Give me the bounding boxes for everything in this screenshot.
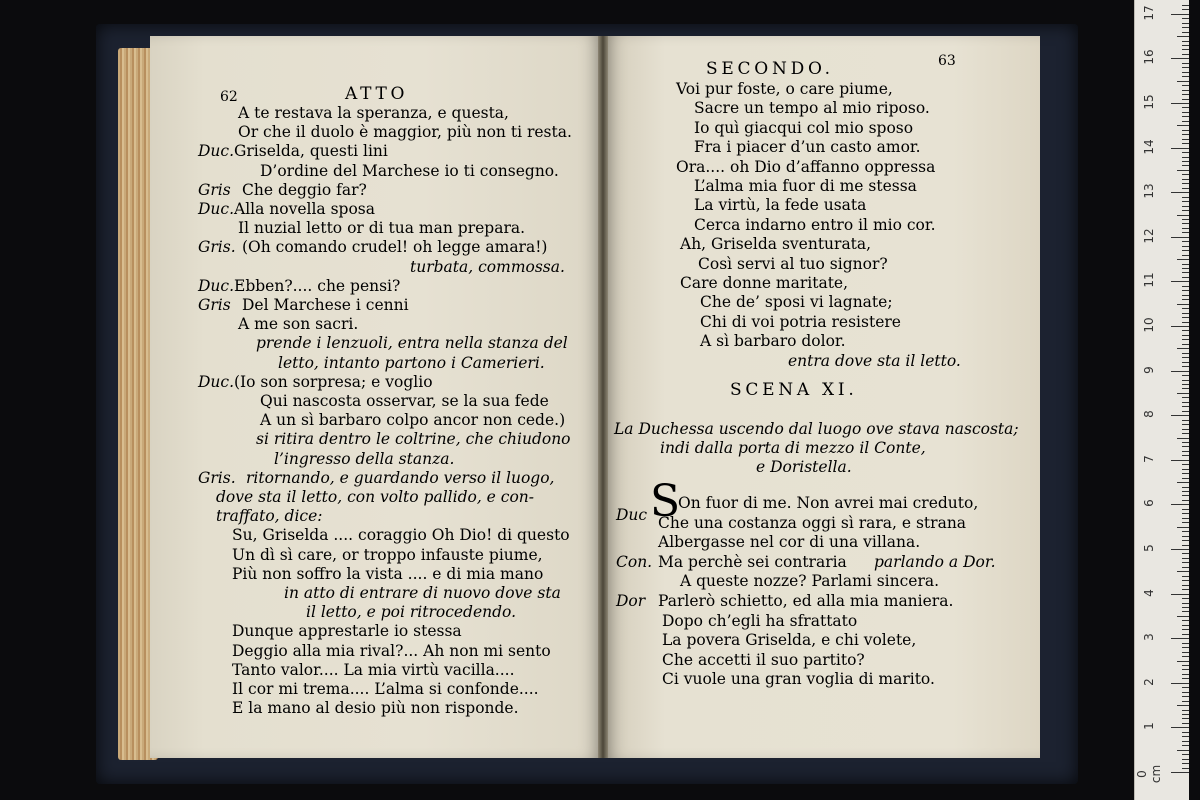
ruler-tick: [1182, 446, 1189, 447]
ruler-tick: [1182, 701, 1189, 702]
ruler-tick: [1182, 478, 1189, 479]
text-line: Del Marchese i cenni: [242, 296, 409, 314]
ruler-tick: [1182, 678, 1189, 679]
ruler-tick: [1171, 727, 1189, 728]
ruler-tick: [1171, 58, 1189, 59]
speaker-label: Con.: [616, 552, 653, 571]
text-line: (Oh comando crudel! oh legge amara!): [242, 238, 548, 257]
ruler-number: 15: [1142, 94, 1156, 110]
stage-direction-line: in atto di entrare di nuovo dove sta: [284, 584, 561, 602]
ruler-tick: [1182, 643, 1189, 644]
dialogue-line: Ma perchè sei contraria: [658, 552, 847, 571]
ruler-tick: [1182, 45, 1189, 46]
speaker-label: Duc: [616, 506, 648, 524]
stage-direction-line-1: La Duchessa uscendo dal luogo ove stava nascosta;: [614, 420, 1019, 438]
ruler-tick: [1171, 14, 1189, 15]
text-line: Griselda, questi lini: [234, 142, 388, 161]
ruler-tick: [1182, 424, 1189, 425]
ruler-tick: [1177, 81, 1189, 82]
ruler-tick: [1182, 54, 1189, 55]
book-gutter: [598, 36, 608, 758]
ruler-tick: [1182, 380, 1189, 381]
ruler-tick: [1182, 732, 1189, 733]
ruler-tick: [1182, 27, 1189, 28]
ruler-tick: [1177, 304, 1189, 305]
ruler-tick: [1182, 121, 1189, 122]
ruler-tick: [1182, 67, 1189, 68]
ruler-tick: [1182, 625, 1189, 626]
ruler-tick: [1182, 464, 1189, 465]
dialogue-line: Albergasse nel cor di una villana.: [658, 533, 921, 552]
verse-line: Care donne maritate,: [680, 274, 849, 292]
stage-direction-line: letto, intanto partono i Camerieri.: [278, 353, 545, 372]
ruler-tick: [1171, 504, 1189, 505]
stage-direction-line: il letto, e poi ritrocedendo.: [306, 603, 517, 622]
ruler-tick: [1177, 750, 1189, 751]
text-line: Più non soffro la vista .... e di mia mano: [232, 564, 544, 583]
stage-direction-line: turbata, commossa.: [410, 257, 565, 276]
text-line: Un dì sì care, or troppo infauste piume,: [232, 545, 543, 564]
ruler-tick: [1182, 255, 1189, 256]
ruler-tick: [1182, 94, 1189, 95]
ruler-tick: [1182, 384, 1189, 385]
ruler-tick: [1171, 192, 1189, 193]
ruler-tick: [1182, 710, 1189, 711]
ruler-tick: [1182, 206, 1189, 207]
ruler-tick: [1177, 259, 1189, 260]
ruler-tick: [1182, 402, 1189, 403]
ruler-tick: [1182, 509, 1189, 510]
ruler-tick: [1182, 183, 1189, 184]
ruler-tick: [1182, 49, 1189, 50]
text-line: Qui nascosta osservar, se la sua fede: [260, 392, 549, 410]
ruler-tick: [1182, 714, 1189, 715]
left-running-head: ATTO: [345, 84, 409, 104]
ruler-tick: [1182, 188, 1189, 189]
ruler-tick: [1182, 76, 1189, 77]
speaker-label: Duc.: [198, 200, 235, 218]
ruler-tick: [1182, 652, 1189, 653]
ruler-tick: [1171, 281, 1189, 282]
ruler-tick: [1182, 736, 1189, 737]
verse-line: Fra i piacer d’un casto amor.: [694, 138, 921, 157]
ruler-tick: [1177, 527, 1189, 528]
text-line: Che deggio far?: [242, 180, 367, 199]
ruler-number: 11: [1142, 272, 1156, 289]
ruler-tick: [1182, 433, 1189, 434]
ruler-tick: [1182, 603, 1189, 604]
ruler-tick: [1182, 223, 1189, 224]
dialogue-line: Che una costanza oggi sì rara, e strana: [658, 513, 967, 532]
dialogue-line: La povera Griselda, e chi volete,: [662, 631, 917, 650]
ruler-tick: [1182, 491, 1189, 492]
ruler-tick: [1182, 473, 1189, 474]
ruler-tick: [1182, 201, 1189, 202]
ruler-tick: [1182, 455, 1189, 456]
ruler-tick: [1182, 366, 1189, 367]
ruler-tick: [1182, 246, 1189, 247]
ruler-tick: [1182, 500, 1189, 501]
ruler-tick: [1177, 571, 1189, 572]
ruler-tick: [1182, 179, 1189, 180]
ruler-tick: [1182, 63, 1189, 64]
ruler-tick: [1182, 406, 1189, 407]
ruler-tick: [1182, 495, 1189, 496]
ruler-tick: [1171, 237, 1189, 238]
ruler-tick: [1182, 99, 1189, 100]
ruler-tick: [1182, 197, 1189, 198]
ruler-tick: [1171, 638, 1189, 639]
ruler-tick: [1182, 5, 1189, 6]
ruler-tick: [1182, 420, 1189, 421]
ruler-tick: [1182, 558, 1189, 559]
ruler-tick: [1182, 656, 1189, 657]
ruler-tick: [1182, 687, 1189, 688]
verse-line: Io quì giacqui col mio sposo: [694, 118, 914, 137]
ruler-tick: [1182, 165, 1189, 166]
ruler-tick: [1182, 41, 1189, 42]
ruler-tick: [1182, 152, 1189, 153]
ruler-tick: [1182, 585, 1189, 586]
text-line: A te restava la speranza, e questa,: [238, 104, 509, 122]
ruler-tick: [1182, 598, 1189, 599]
ruler-tick: [1182, 522, 1189, 523]
ruler-tick: [1182, 23, 1189, 24]
ruler-number: 8: [1142, 410, 1156, 419]
ruler-tick: [1177, 482, 1189, 483]
ruler-tick: [1182, 330, 1189, 331]
ruler-tick: [1182, 620, 1189, 621]
ruler-tick: [1177, 125, 1189, 126]
ruler-tick: [1182, 130, 1189, 131]
ruler-tick: [1182, 107, 1189, 108]
ruler-tick: [1182, 112, 1189, 113]
ruler-tick: [1177, 438, 1189, 439]
ruler-number: 14: [1142, 138, 1156, 155]
measuring-ruler: [1134, 0, 1189, 800]
ruler-tick: [1171, 326, 1189, 327]
ruler-tick: [1182, 768, 1189, 769]
ruler-tick: [1182, 759, 1189, 760]
ruler-tick: [1182, 339, 1189, 340]
ruler-tick: [1182, 375, 1189, 376]
verse-line: L’alma mia fuor di me stessa: [694, 177, 917, 195]
ruler-tick: [1177, 348, 1189, 349]
speaker-label: Gris.: [198, 238, 236, 257]
ruler-tick: [1182, 18, 1189, 19]
ruler-label: 0 cm: [1135, 764, 1163, 784]
text-line: D’ordine del Marchese io ti consegno.: [260, 161, 559, 180]
ruler-tick: [1182, 335, 1189, 336]
ruler-tick: [1171, 594, 1189, 595]
speaker-label: Duc.: [198, 142, 235, 161]
ruler-tick: [1182, 277, 1189, 278]
ruler-tick: [1182, 567, 1189, 568]
ruler-tick: [1182, 634, 1189, 635]
text-line: Or che il duolo è maggior, più non ti resta.: [238, 123, 572, 142]
ruler-tick: [1182, 741, 1189, 742]
ruler-tick: [1182, 562, 1189, 563]
text-line: E la mano al desio più non risponde.: [232, 699, 519, 718]
verse-line: Ah, Griselda sventurata,: [680, 235, 872, 254]
ruler-tick: [1182, 669, 1189, 670]
ruler-tick: [1182, 157, 1189, 158]
verse-line: A sì barbaro dolor.: [700, 332, 846, 351]
ruler-number: 6: [1142, 499, 1156, 508]
ruler-number: 13: [1142, 183, 1156, 199]
stage-direction-line: dove sta il letto, con volto pallido, e con-: [216, 488, 535, 506]
verse-line: La virtù, la fede usata: [694, 196, 867, 215]
ruler-tick: [1182, 647, 1189, 648]
dialogue-line: Che accetti il suo partito?: [662, 650, 865, 669]
text-line: Il nuzial letto or di tua man prepara.: [238, 219, 526, 238]
speaker-label: Gris: [198, 180, 231, 199]
ruler-tick: [1182, 250, 1189, 251]
ruler-number: 4: [1142, 588, 1156, 597]
text-line: Su, Griselda .... coraggio Oh Dio! di questo: [232, 526, 570, 545]
ruler-tick: [1177, 393, 1189, 394]
speaker-label: Gris.: [198, 468, 236, 487]
ruler-number: 12: [1142, 228, 1156, 244]
ruler-tick: [1182, 272, 1189, 273]
ruler-tick: [1177, 616, 1189, 617]
ruler-number: 16: [1142, 49, 1156, 66]
ruler-tick: [1182, 174, 1189, 175]
ruler-tick: [1177, 661, 1189, 662]
speaker-label: Dor: [616, 592, 646, 610]
ruler-tick: [1182, 469, 1189, 470]
text-line: Ebben?.... che pensi?: [234, 276, 401, 295]
ruler-number: 1: [1142, 722, 1156, 731]
ruler-tick: [1182, 580, 1189, 581]
stage-direction-line-3: e Doristella.: [756, 458, 852, 476]
con-stage-direction: parlando a Dor.: [874, 553, 996, 571]
dialogue-line: A queste nozze? Parlami sincera.: [680, 572, 940, 591]
ruler-tick: [1171, 772, 1189, 773]
right-page-number: 63: [938, 53, 956, 69]
ruler-tick: [1182, 344, 1189, 345]
verse-line: Voi pur foste, o care piume,: [676, 80, 893, 98]
verse-line: Chi di voi potria resistere: [700, 312, 901, 331]
ruler-tick: [1182, 513, 1189, 514]
ruler-tick: [1182, 545, 1189, 546]
ruler-tick: [1182, 353, 1189, 354]
ruler-tick: [1182, 518, 1189, 519]
ruler-tick: [1182, 295, 1189, 296]
verse-line: Ora.... oh Dio d’affanno oppressa: [676, 157, 936, 176]
text-line: A un sì barbaro colpo ancor non cede.): [260, 411, 566, 430]
dialogue-line: Ci vuole una gran voglia di marito.: [662, 670, 935, 689]
ruler-tick: [1182, 397, 1189, 398]
dialogue-line: Parlerò schietto, ed alla mia maniera.: [658, 592, 954, 610]
speaker-label: Duc.: [198, 372, 235, 391]
text-line: Il cor mi trema.... L’alma si confonde....: [232, 680, 539, 698]
ruler-tick: [1182, 754, 1189, 755]
ruler-number: 10: [1142, 317, 1156, 333]
ruler-tick: [1182, 308, 1189, 309]
text-line: Dunque apprestarle io stessa: [232, 622, 462, 641]
ruler-tick: [1182, 611, 1189, 612]
ruler-tick: [1182, 241, 1189, 242]
drop-cap: S: [650, 476, 681, 527]
ruler-tick: [1182, 290, 1189, 291]
ruler-tick: [1182, 139, 1189, 140]
ruler-tick: [1182, 313, 1189, 314]
ruler-tick: [1182, 576, 1189, 577]
ruler-tick: [1182, 745, 1189, 746]
stage-direction-line: prende i lenzuoli, entra nella stanza del: [256, 334, 568, 353]
ruler-tick: [1182, 692, 1189, 693]
ruler-tick: [1182, 232, 1189, 233]
dialogue-line: On fuor di me. Non avrei mai creduto,: [678, 494, 979, 512]
ruler-tick: [1182, 629, 1189, 630]
verse-line: Cerca indarno entro il mio cor.: [694, 215, 936, 234]
text-line: Tanto valor.... La mia virtù vacilla....: [232, 660, 515, 679]
ruler-tick: [1182, 322, 1189, 323]
ruler-tick: [1182, 85, 1189, 86]
ruler-tick: [1171, 148, 1189, 149]
ruler-tick: [1171, 460, 1189, 461]
ruler-tick: [1182, 451, 1189, 452]
right-running-head: SECONDO.: [706, 59, 834, 79]
ruler-tick: [1182, 411, 1189, 412]
ruler-tick: [1182, 90, 1189, 91]
ruler-tick: [1182, 228, 1189, 229]
ruler-tick: [1171, 683, 1189, 684]
stage-direction-line: si ritira dentro le coltrine, che chiudono: [256, 430, 571, 449]
verse-line: Sacre un tempo al mio riposo.: [694, 99, 930, 118]
ruler-tick: [1182, 72, 1189, 73]
ruler-tick: [1182, 665, 1189, 666]
scene-heading: SCENA XI.: [730, 380, 858, 400]
text-line: Deggio alla mia rival?... Ah non mi sento: [232, 641, 551, 660]
ruler-number: 5: [1142, 544, 1156, 552]
ruler-tick: [1182, 219, 1189, 220]
ruler-tick: [1182, 116, 1189, 117]
text-line: Alla novella sposa: [234, 200, 376, 218]
speaker-label: Duc.: [198, 276, 235, 295]
ruler-tick: [1182, 696, 1189, 697]
ruler-tick: [1182, 268, 1189, 269]
ruler-number: 9: [1142, 365, 1156, 374]
ruler-tick: [1182, 763, 1189, 764]
ruler-tick: [1182, 317, 1189, 318]
text-line: A me son sacri.: [238, 315, 359, 334]
ruler-number: 17: [1142, 5, 1156, 21]
ruler-tick: [1182, 161, 1189, 162]
stage-direction-line: entra dove sta il letto.: [788, 351, 961, 370]
dialogue-line: Dopo ch’egli ha sfrattato: [662, 611, 858, 630]
ruler-tick: [1182, 134, 1189, 135]
ruler-tick: [1182, 264, 1189, 265]
left-page-number: 62: [220, 89, 238, 105]
ruler-tick: [1177, 215, 1189, 216]
stage-direction-line: traffato, dice:: [216, 507, 323, 526]
ruler-tick: [1182, 429, 1189, 430]
ruler-tick: [1182, 32, 1189, 33]
ruler-number: 3: [1142, 633, 1156, 642]
stage-direction-line-2: indi dalla porta di mezzo il Conte,: [660, 439, 926, 457]
ruler-tick: [1171, 371, 1189, 372]
ruler-tick: [1182, 286, 1189, 287]
ruler-tick: [1182, 536, 1189, 537]
ruler-tick: [1182, 718, 1189, 719]
ruler-tick: [1182, 540, 1189, 541]
speaker-label: Gris: [198, 296, 231, 314]
ruler-tick: [1182, 723, 1189, 724]
ruler-tick: [1182, 589, 1189, 590]
ruler-number: 2: [1142, 677, 1156, 686]
ruler-tick: [1171, 549, 1189, 550]
ruler-tick: [1171, 415, 1189, 416]
ruler-tick: [1177, 705, 1189, 706]
ruler-tick: [1182, 487, 1189, 488]
stage-direction-line: ritornando, e guardando verso il luogo,: [246, 468, 555, 487]
ruler-tick: [1182, 210, 1189, 211]
verse-line: Così servi al tuo signor?: [698, 254, 888, 273]
ruler-tick: [1171, 103, 1189, 104]
verse-line: Che de’ sposi vi lagnate;: [700, 293, 893, 312]
ruler-tick: [1182, 607, 1189, 608]
ruler-tick: [1182, 674, 1189, 675]
ruler-tick: [1182, 143, 1189, 144]
ruler-tick: [1182, 299, 1189, 300]
stage-direction-line: l’ingresso della stanza.: [274, 449, 455, 468]
ruler-tick: [1177, 170, 1189, 171]
ruler-number: 7: [1142, 454, 1156, 463]
text-line: (Io son sorpresa; e voglio: [234, 372, 433, 391]
ruler-tick: [1182, 442, 1189, 443]
ruler-tick: [1182, 388, 1189, 389]
ruler-tick: [1182, 531, 1189, 532]
ruler-tick: [1177, 36, 1189, 37]
ruler-tick: [1182, 9, 1189, 10]
ruler-tick: [1182, 362, 1189, 363]
ruler-tick: [1182, 553, 1189, 554]
ruler-tick: [1182, 357, 1189, 358]
